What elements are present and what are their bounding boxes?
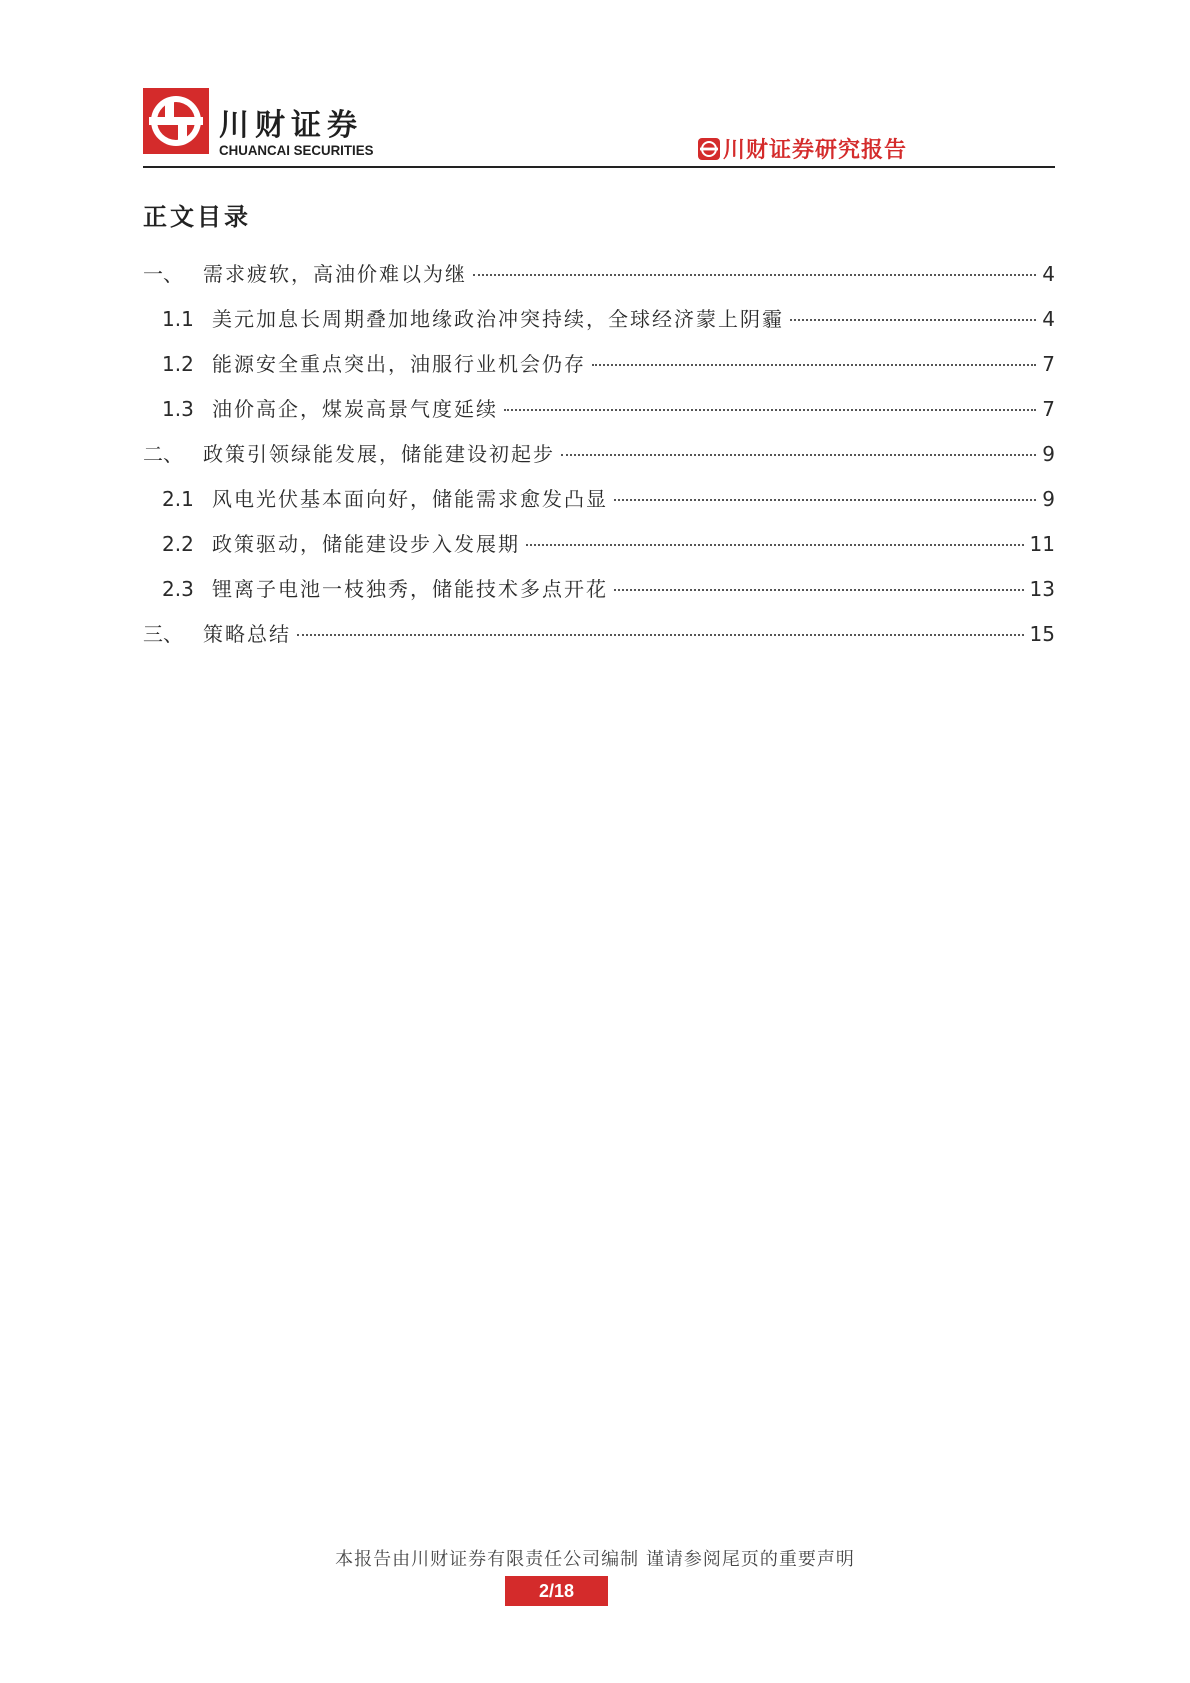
toc-entry-number: 三、 [143, 622, 183, 646]
toc-entry[interactable] [143, 258, 1055, 303]
toc-entry-title: 政策引领绿能发展，储能建设初起步 [203, 442, 555, 466]
toc-entry-title: 美元加息长周期叠加地缘政治冲突持续，全球经济蒙上阴霾 [212, 307, 784, 331]
chuancai-logo-icon [143, 88, 209, 154]
toc-entry-number: 1.1 [162, 307, 194, 331]
logo-english-name: CHUANCAI SECURITIES [219, 142, 374, 158]
report-label-text: 川财证券研究报告 [723, 137, 908, 163]
toc-dot-leader [614, 499, 1036, 501]
toc-entry-page: 11 [1029, 532, 1055, 556]
toc-entry[interactable] [143, 348, 1055, 393]
toc-entry-number: 2.3 [162, 577, 194, 601]
chuancai-small-logo-icon [698, 138, 720, 160]
toc-entry-title: 能源安全重点突出，油服行业机会仍存 [212, 352, 586, 376]
footer-disclaimer: 本报告由川财证券有限责任公司编制 谨请参阅尾页的重要声明 [335, 1549, 855, 1570]
toc-entry-number: 2.1 [162, 487, 194, 511]
toc-dot-leader [790, 319, 1036, 321]
logo-chinese-name: 川财证券 [219, 108, 363, 143]
toc-entry-title: 锂离子电池一枝独秀，储能技术多点开花 [212, 577, 608, 601]
toc-entry-number: 一、 [143, 262, 183, 286]
page-indicator: 2/18 [505, 1576, 608, 1606]
toc-entry[interactable] [143, 618, 1055, 663]
toc-entry[interactable] [143, 483, 1055, 528]
toc-entry-title: 风电光伏基本面向好，储能需求愈发凸显 [212, 487, 608, 511]
toc-entry[interactable] [143, 303, 1055, 348]
toc-entry-page: 13 [1029, 577, 1055, 601]
toc-title: 正文目录 [143, 202, 251, 231]
toc-entry[interactable] [143, 528, 1055, 573]
toc-entry-page: 4 [1042, 307, 1055, 331]
toc-entry-number: 2.2 [162, 532, 194, 556]
toc-entry[interactable] [143, 393, 1055, 438]
toc-dot-leader [592, 364, 1036, 366]
toc-dot-leader [614, 589, 1024, 591]
toc-entry[interactable] [143, 438, 1055, 483]
toc-entry-page: 9 [1042, 487, 1055, 511]
toc-dot-leader [473, 274, 1036, 276]
toc-dot-leader [526, 544, 1024, 546]
toc-entry-page: 15 [1029, 622, 1055, 646]
toc-dot-leader [297, 634, 1024, 636]
toc-entry-page: 7 [1042, 352, 1055, 376]
toc-dot-leader [561, 454, 1036, 456]
toc-entry-title: 政策驱动，储能建设步入发展期 [212, 532, 520, 556]
toc-entry-number: 二、 [143, 442, 183, 466]
toc-entry-title: 油价高企，煤炭高景气度延续 [212, 397, 498, 421]
toc-entry-number: 1.3 [162, 397, 194, 421]
toc-entry-page: 7 [1042, 397, 1055, 421]
table-of-contents [143, 258, 1055, 663]
report-label [698, 133, 907, 164]
toc-dot-leader [504, 409, 1036, 411]
toc-entry-title: 策略总结 [203, 622, 291, 646]
toc-entry-page: 9 [1042, 442, 1055, 466]
toc-entry[interactable] [143, 573, 1055, 618]
toc-entry-page: 4 [1042, 262, 1055, 286]
page-header [143, 88, 1055, 168]
toc-entry-title: 需求疲软，高油价难以为继 [203, 262, 467, 286]
toc-entry-number: 1.2 [162, 352, 194, 376]
